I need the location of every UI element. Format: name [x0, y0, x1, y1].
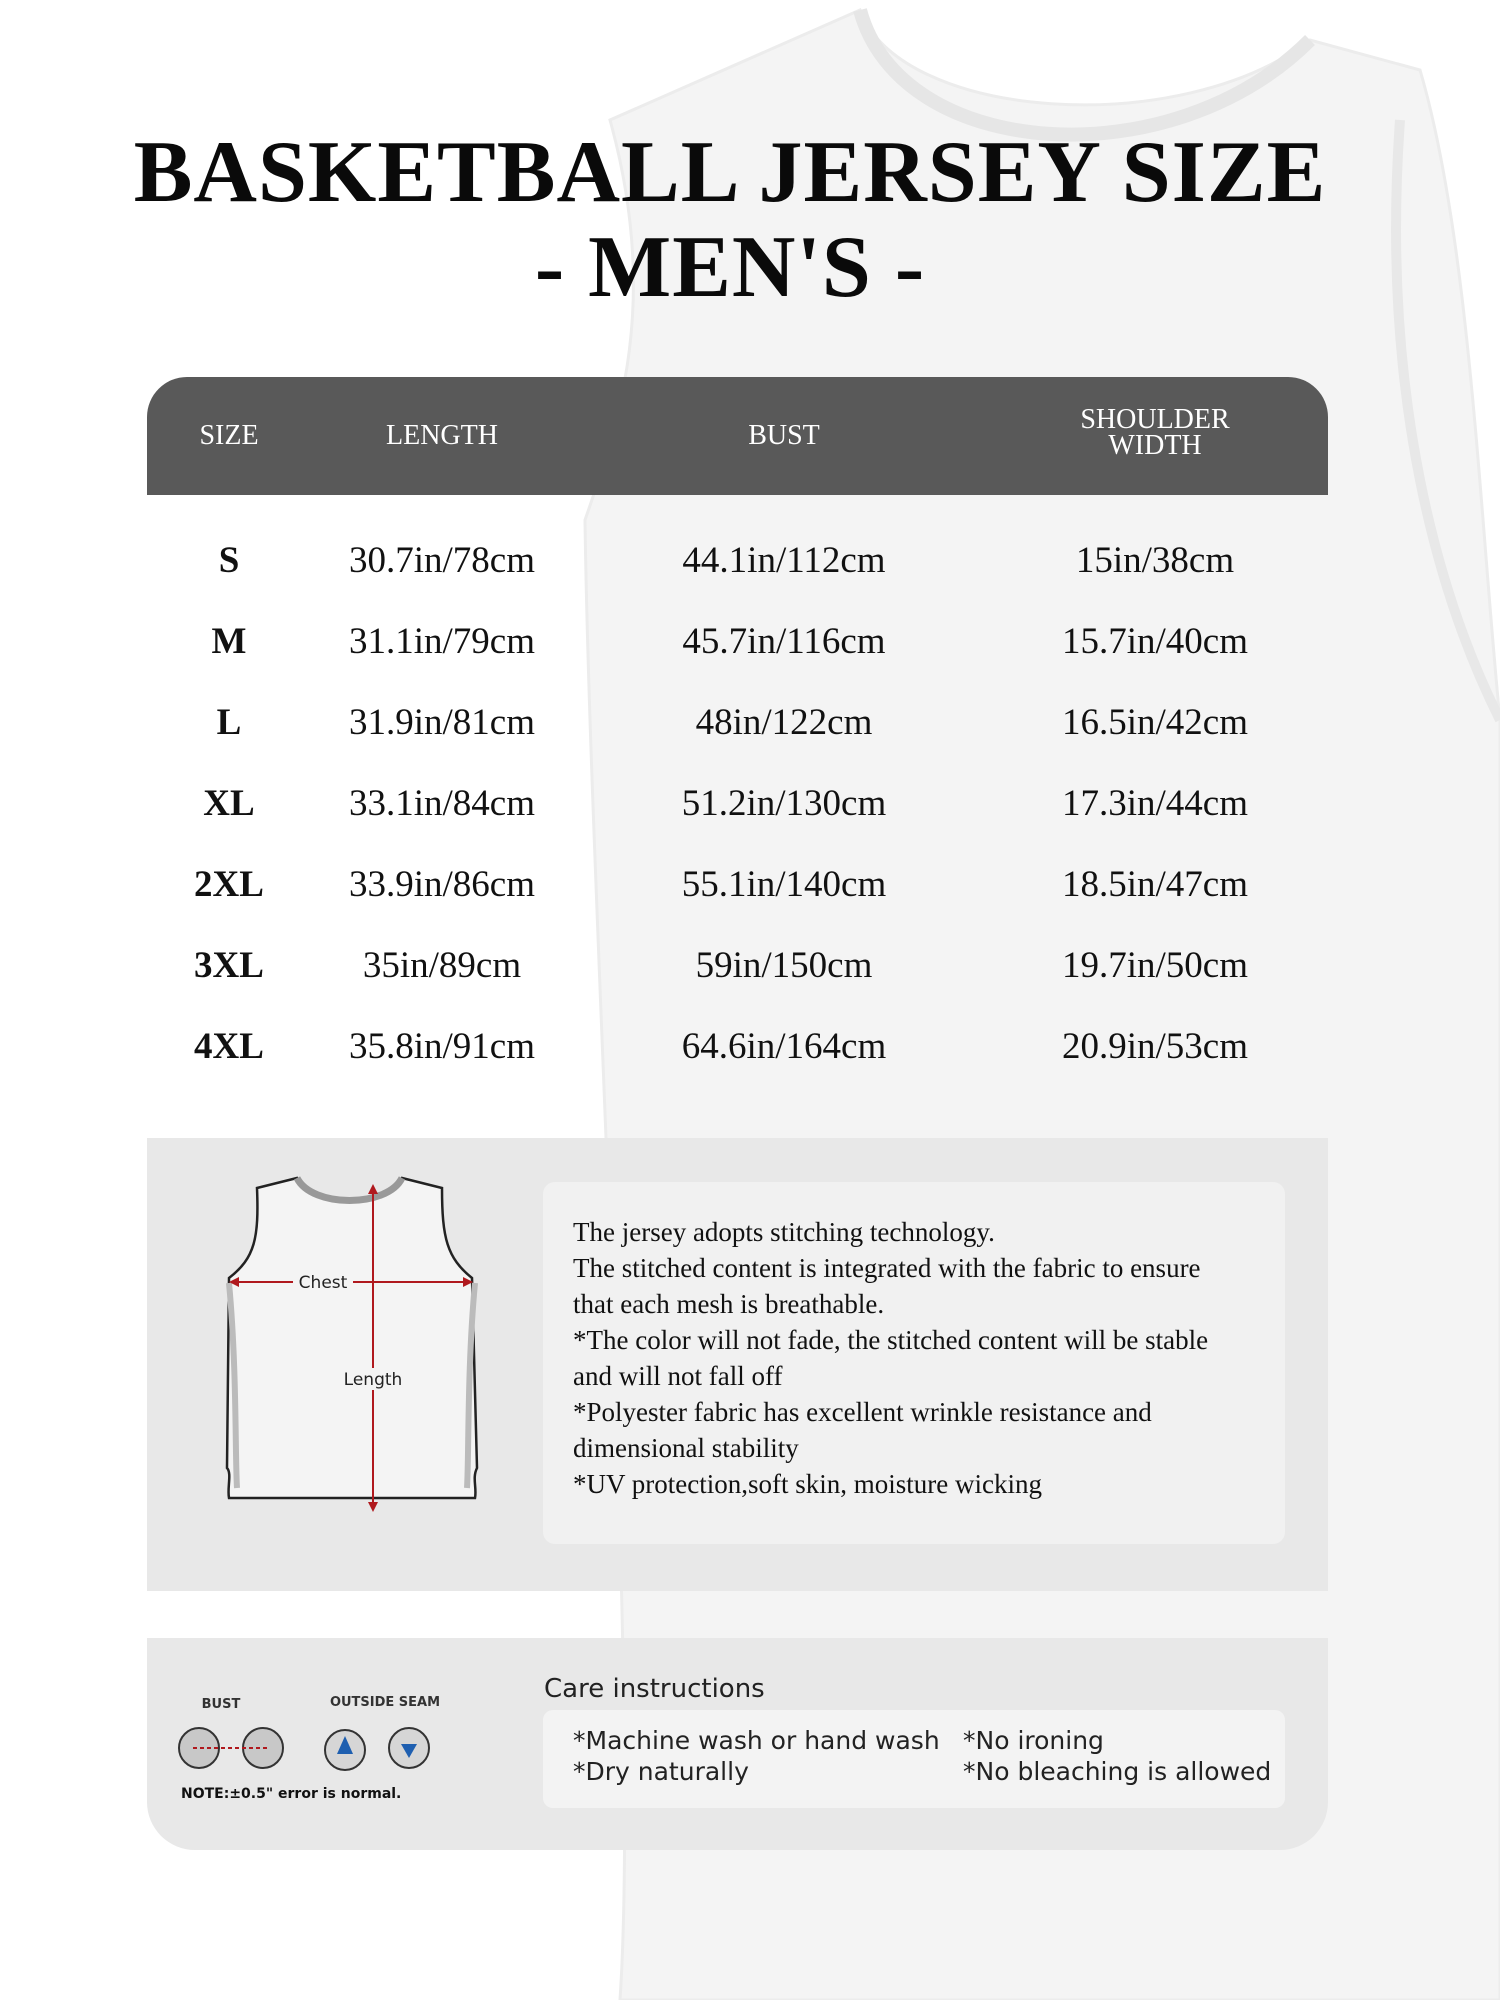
length-label: Length	[343, 1370, 403, 1390]
info-line: dimensional stability	[573, 1433, 799, 1463]
bust-measure-icon	[179, 1728, 283, 1768]
cell-bust: 48in/122cm	[695, 702, 873, 743]
info-line: The jersey adopts stitching technology.	[573, 1217, 995, 1247]
care-instructions-box	[543, 1710, 1285, 1808]
info-line: and will not fall off	[573, 1361, 783, 1391]
bust-method-label: BUST	[201, 1697, 241, 1712]
cell-shoulder: 19.7in/50cm	[1061, 945, 1248, 986]
table-row	[147, 520, 1328, 601]
table-row	[147, 601, 1328, 682]
table-row	[147, 925, 1328, 1006]
cell-shoulder: 15.7in/40cm	[1061, 621, 1248, 662]
info-line: *The color will not fade, the stitched content will be stable	[573, 1325, 1209, 1355]
jersey-measurement-diagram	[197, 1168, 557, 1568]
cell-size: S	[218, 540, 240, 581]
header-bust: BUST	[748, 420, 820, 451]
cell-bust: 55.1in/140cm	[681, 864, 887, 905]
care-panel	[147, 1638, 1328, 1850]
care-item: *Dry naturally	[573, 1757, 749, 1786]
info-line: that each mesh is breathable.	[573, 1289, 885, 1319]
care-item: *No ironing	[963, 1726, 1104, 1755]
header-shoulder-width	[995, 404, 1315, 461]
size-table-body	[147, 520, 1328, 1087]
care-title: Care instructions	[544, 1674, 765, 1704]
care-item: *No bleaching is allowed	[963, 1757, 1272, 1786]
cell-bust: 64.6in/164cm	[681, 1026, 887, 1067]
header-length: LENGTH	[386, 420, 498, 451]
cell-bust: 44.1in/112cm	[682, 540, 886, 581]
cell-length: 30.7in/78cm	[348, 540, 535, 581]
cell-length: 33.1in/84cm	[348, 783, 535, 824]
cell-size: 4XL	[194, 1026, 264, 1067]
table-row	[147, 1006, 1328, 1087]
cell-shoulder: 18.5in/47cm	[1061, 864, 1248, 905]
header-shoulder-line1: SHOULDER	[1080, 404, 1230, 435]
cell-bust: 59in/150cm	[695, 945, 873, 986]
info-line: The stitched content is integrated with the fabric to ensure	[573, 1253, 1201, 1283]
care-item: *Machine wash or hand wash	[573, 1726, 940, 1755]
cell-size: XL	[203, 783, 255, 824]
cell-shoulder: 20.9in/53cm	[1061, 1026, 1248, 1067]
measurement-method-graphic	[177, 1678, 477, 1828]
seam-method-label: OUTSIDE SEAM	[329, 1695, 441, 1710]
info-panel	[147, 1138, 1328, 1591]
header-shoulder-line2: WIDTH	[1108, 430, 1202, 461]
cell-length: 31.9in/81cm	[348, 702, 535, 743]
cell-shoulder: 15in/38cm	[1075, 540, 1235, 581]
cell-size: L	[216, 702, 242, 743]
cell-length: 31.1in/79cm	[348, 621, 535, 662]
cell-length: 35in/89cm	[362, 945, 522, 986]
jersey-outline-icon	[227, 1178, 477, 1498]
cell-size: M	[211, 621, 247, 662]
cell-shoulder: 17.3in/44cm	[1061, 783, 1248, 824]
cell-shoulder: 16.5in/42cm	[1061, 702, 1248, 743]
page-subtitle: - MEN'S -	[534, 219, 926, 316]
header-size: SIZE	[199, 420, 259, 451]
info-line: *Polyester fabric has excellent wrinkle resistance and	[573, 1397, 1152, 1427]
page-title: BASKETBALL JERSEY SIZE	[133, 124, 1327, 221]
cell-bust: 51.2in/130cm	[681, 783, 887, 824]
measurement-note: NOTE:±0.5" error is normal.	[181, 1786, 402, 1802]
cell-size: 3XL	[194, 945, 264, 986]
cell-length: 33.9in/86cm	[348, 864, 535, 905]
table-row	[147, 682, 1328, 763]
cell-size: 2XL	[194, 864, 264, 905]
table-row	[147, 763, 1328, 844]
table-row	[147, 844, 1328, 925]
product-info-box	[543, 1182, 1285, 1544]
cell-length: 35.8in/91cm	[348, 1026, 535, 1067]
info-line: *UV protection,soft skin, moisture wicking	[573, 1469, 1042, 1499]
chest-label: Chest	[298, 1273, 348, 1293]
size-table-header	[147, 377, 1328, 495]
cell-bust: 45.7in/116cm	[682, 621, 886, 662]
outside-seam-measure-icon	[325, 1728, 429, 1770]
